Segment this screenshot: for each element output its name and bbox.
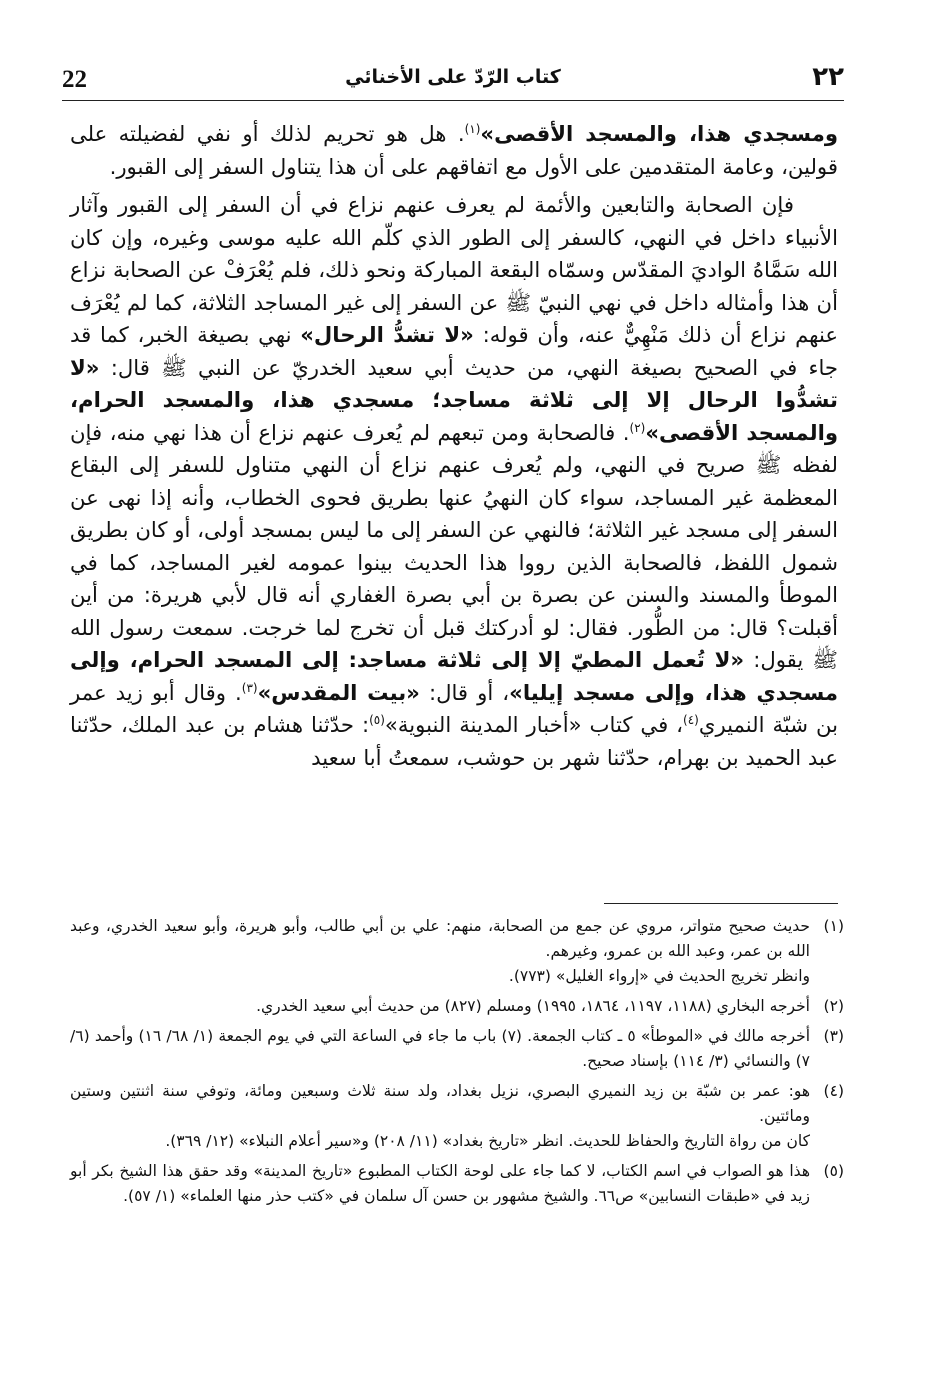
paragraph-2 [70, 189, 838, 774]
footnotes [70, 914, 844, 1214]
hadith-quote: ومسجدي هذا، والمسجد الأقصى» [480, 121, 838, 146]
footnote-ref: (٣) [241, 680, 258, 695]
footnote-ref: (٢) [629, 420, 646, 435]
footnote-number: (١) [823, 917, 844, 935]
hadith-quote: «بيت المقدس» [257, 679, 420, 705]
paragraph-text: ، أو قال: [419, 679, 510, 705]
footnote-number: (٥) [823, 1162, 844, 1180]
paragraph-text: . وقال أبو زيد عمر بن شبّة النميري [70, 679, 839, 737]
footnote-number: (٢) [823, 997, 844, 1015]
footnote-line: هذا هو الصواب في اسم الكتاب، لا كما جاء على لوحة الكتاب المطبوع «تاريخ المدينة» وقد حقق هذا الشيخ بكر أبو زيد في «طبقات النسابين» ص٦٦. والشيخ مشهور بن حسن آل سلمان في «كتب حذر منها العلماء» (١/ ٥٧). [70, 1162, 810, 1205]
hadith-quote: «لا تشدُّ الرحال» [300, 322, 474, 347]
paragraph-text: فإن الصحابة والتابعين والأئمة لم يعرف عنهم نزاع في أن السفر إلى القبور وآثار الأنبياء داخل في النهي، كالسفر إلى الطور الذي كلّم الله عليه موسى وغيره، وإن كان الله سَمَّاهُ الواديَ المقدّس وسمّاه البقعة المباركة ونحو ذلك، فلم يُعْرَفْ عن الصحابة نزاع أن هذا وأمثاله داخل في نهي النبيّ ﷺ عن السفر إلى غير المساجد الثلاثة، كما لم يُعْرَف عنهم نزاع أن ذلك مَنْهِيٌّ عنه، وأن قوله: [70, 192, 838, 347]
hadith-quote: «لا تُعمل المطيّ إلا إلى ثلاثة مساجد: إلى المسجد الحرام، وإلى مسجدي هذا، وإلى مسجد إيليا» [70, 647, 838, 705]
footnote-ref: (١) [464, 121, 481, 136]
paragraph-text: : حدّثنا هشام بن عبد الملك، حدّثنا عبد الحميد بن بهرام، حدّثنا شهر بن حوشب، سمعتُ أبا سعيد [70, 712, 838, 770]
page-number-latin: 22 [62, 66, 87, 93]
page-header [62, 58, 844, 101]
running-title: كتاب الرّدّ على الأخنائي [345, 66, 561, 88]
hadith-quote: «لا تشدُّوا الرحال إلا إلى ثلاثة مساجد؛ مسجدي هذا، والمسجد الحرام، والمسجد الأقصى» [70, 354, 839, 445]
footnote-line: حديث صحيح متواتر، مروي عن جمع من الصحابة، منهم: علي بن أبي طالب، وأبو هريرة، وأبو سعيد الخدري، وعبد الله بن عمر، وعبد الله بن عمرو، وغيرهم. [70, 917, 810, 960]
footnote-number: (٤) [823, 1082, 844, 1100]
paragraph-1 [70, 118, 838, 183]
footnote-line: كان من رواة التاريخ والحفاظ للحديث. انظر «تاريخ بغداد» (١١/ ٢٠٨) و«سير أعلام النبلاء» (١٢/ ٣٦٩). [165, 1132, 810, 1150]
footnote-line: وانظر تخريج الحديث في «إرواء الغليل» (٧٧٣). [508, 967, 810, 985]
footnote-divider [604, 903, 838, 904]
page-number-arabic: ٢٢ [812, 62, 844, 92]
footnote-4 [70, 1079, 844, 1154]
paragraph-text: . هل هو تحريم لذلك أو نفي لفضيلته على قولين، وعامة المتقدمين على الأول مع اتفاقهم على أن هذا يتناول السفر إلى القبور. [70, 121, 838, 179]
footnote-3 [70, 1024, 844, 1074]
footnote-1 [70, 914, 844, 989]
footnote-ref: (٤) [683, 712, 699, 727]
footnote-number: (٣) [823, 1027, 844, 1045]
paragraph-text: . فالصحابة ومن تبعهم لم يُعرف عنهم نزاع أن هذا نهي منه، فإن لفظه ﷺ صريح في النهي، ولم يُعرف عنهم نزاع أن النهي متناول للسفر إلى البقاع المعظمة غير المساجد، سواء كان النهيُ عنها بطريق فحوى الخطاب، وأنه إذا نهى عن السفر إلى مسجد غير الثلاثة؛ فالنهي عن السفر إلى ما ليس بمسجد أولى، أو كان بطريق شمول اللفظ، فالصحابة الذين رووا هذا الحديث بينوا عمومه لغير المساجد، كما في الموطأ والمسند والسنن عن بصرة بن أبي بصرة الغفاري أنه قال لأبي هريرة: من أين أقبلت؟ قال: من الطُّور. فقال: لو أدركتك قبل أن تخرج لما خرجت. سمعت رسول الله ﷺ يقول: [70, 419, 838, 672]
footnote-line: أخرجه مالك في «الموطأ» ٥ ـ كتاب الجمعة. (٧) باب ما جاء في الساعة التي في يوم الجمعة (١/ ٦٨/ ١٦) وأحمد (٦/ ٧) والنسائي (٣/ ١١٤) بإسناد صحيح. [70, 1027, 811, 1070]
paragraph-text: ، في كتاب «أخبار المدينة النبوية» [384, 712, 684, 737]
footnote-ref: (٥) [369, 712, 385, 727]
footnote-line: أخرجه البخاري (١١٨٨، ١١٩٧، ١٨٦٤، ١٩٩٥) ومسلم (٨٢٧) من حديث أبي سعيد الخدري. [256, 997, 810, 1015]
paragraph-text: نهي بصيغة الخبر، كما قد جاء في الصحيح بصيغة النهي، من حديث أبي سعيد الخدريّ عن النبي ﷺ قال: [70, 322, 838, 380]
footnote-5 [70, 1159, 844, 1209]
main-text [70, 118, 838, 774]
footnote-2 [70, 994, 844, 1019]
footnote-line: هو: عمر بن شبّة بن زيد النميري البصري، نزيل بغداد، ولد سنة ثلاث وسبعين ومائة، وتوفي سنة اثنتين وستين ومائتين. [70, 1082, 810, 1125]
